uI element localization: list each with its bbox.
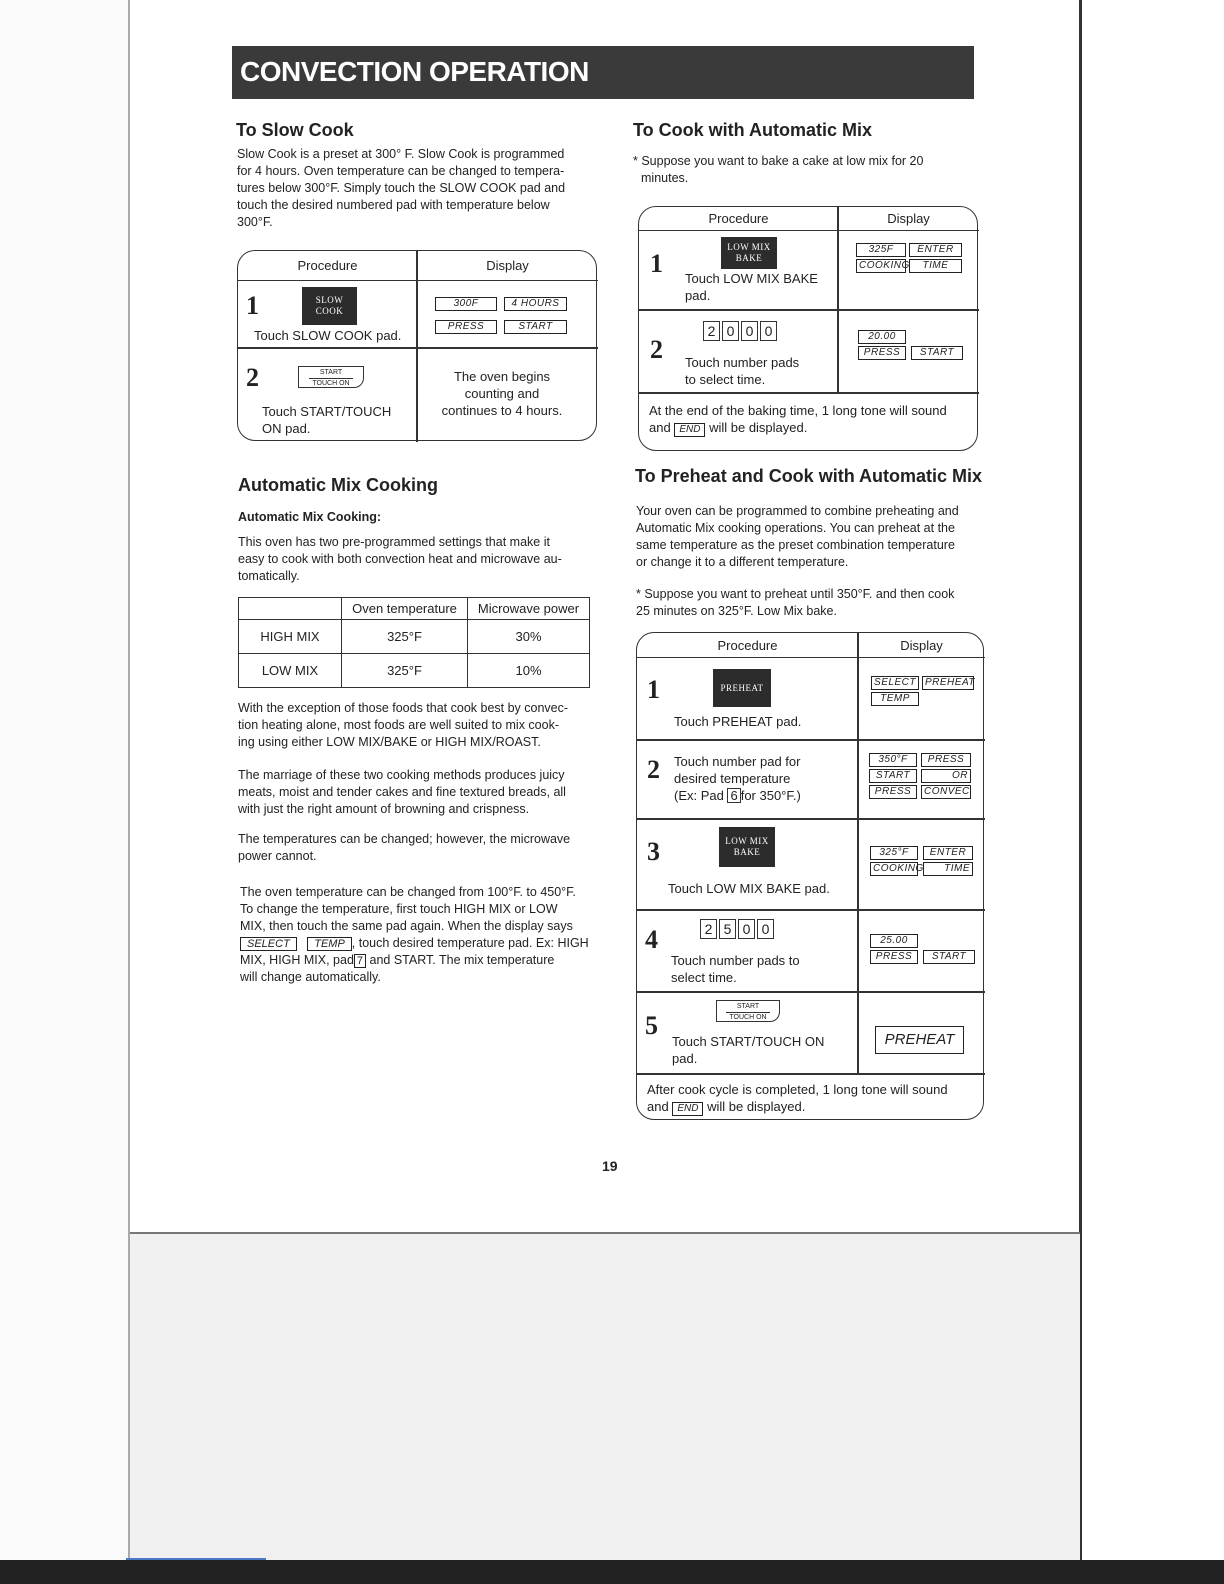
procedure-header: Procedure xyxy=(238,251,417,281)
slow-cook-heading: To Slow Cook xyxy=(236,120,354,140)
table-row: HIGH MIX 325°F 30% xyxy=(239,620,590,654)
display-header: Display xyxy=(838,207,979,231)
lcd-display: ENTER xyxy=(909,243,962,257)
lcd-display: PRESS xyxy=(921,753,971,767)
step-instruction: Touch number pad for desired temperature (Ex: Pad 6 for 350°F.) xyxy=(674,754,801,803)
number-pads: 2 0 0 0 xyxy=(703,321,777,341)
auto-mix-paragraph: The temperatures can be changed; however, the microwave power cannot. xyxy=(238,832,571,863)
lcd-display: OR xyxy=(921,769,971,783)
lcd-display: COOKING xyxy=(856,259,906,273)
lcd-display: 25.00 xyxy=(870,934,918,948)
step-number: 1 xyxy=(246,291,259,320)
step-instruction: Touch LOW MIX BAKE pad. xyxy=(685,271,818,303)
step-number: 2 xyxy=(647,755,660,784)
step-instruction: Touch LOW MIX BAKE pad. xyxy=(668,881,830,896)
procedure-header: Procedure xyxy=(637,633,858,658)
lcd-display: START xyxy=(504,320,567,334)
scan-right-margin xyxy=(1079,0,1224,1584)
preheat-pad: PREHEAT xyxy=(713,669,771,707)
lcd-display: 300F xyxy=(435,297,497,311)
slow-cook-procedure-table xyxy=(237,250,597,441)
lcd-display: PRESS xyxy=(869,785,917,799)
procedure-header: Procedure xyxy=(639,207,838,231)
lcd-display: PREHEAT xyxy=(922,676,974,690)
lcd-display: START xyxy=(911,346,963,360)
completion-note: At the end of the baking time, 1 long tone will sound and END will be displayed. xyxy=(649,403,947,435)
lcd-display: PRESS xyxy=(435,320,497,334)
step-number: 1 xyxy=(647,675,660,704)
auto-mix-paragraph: With the exception of those foods that cook best by convec- tion heating alone, most foods are well suited to mix cook- ing using either LOW MIX/BAKE or HIGH MIX/ROAST. xyxy=(238,701,569,749)
lcd-display: SELECT xyxy=(871,676,919,690)
lcd-display: COOKING xyxy=(870,862,918,876)
lcd-display: TEMP xyxy=(871,692,919,706)
lcd-display: PRESS xyxy=(858,346,906,360)
lcd-display: START xyxy=(923,950,975,964)
step-instruction: Touch START/TOUCH ON pad. xyxy=(262,404,392,436)
lcd-display: TIME xyxy=(909,259,962,273)
cook-auto-mix-procedure-table xyxy=(638,206,978,451)
completion-note: After cook cycle is completed, 1 long tone will sound and END will be displayed. xyxy=(647,1082,948,1114)
temperature-change-paragraph: The oven temperature can be changed from 100°F. to 450°F. To change the temperature, first touch HIGH MIX or LOW MIX, then touch the same pad again. When the display says SELECT TEMP , touch desired temperature pad. Ex: HIGH MIX, HIGH MIX, pad 7 and START. The mix temperature will change automatically. xyxy=(240,885,589,984)
low-mix-bake-pad: LOW MIX BAKE xyxy=(721,237,777,269)
lcd-display: 325F xyxy=(856,243,906,257)
auto-mix-paragraph: The marriage of these two cooking methods produces juicy meats, moist and tender cakes and fine textured breads, all with just the right amount of browning and crispness. xyxy=(238,768,566,816)
step-number: 1 xyxy=(650,249,663,278)
step-number: 2 xyxy=(650,335,663,364)
step-instruction: Touch PREHEAT pad. xyxy=(674,714,802,729)
slow-cook-body: Slow Cook is a preset at 300° F. Slow Cook is programmed for 4 hours. Oven temperature can be changed to tempera- tures below 300°F. Simply touch the SLOW COOK pad and touch the desired numbered pad with temperature below 300°F. xyxy=(237,147,566,229)
step-number: 5 xyxy=(645,1011,658,1040)
scan-bottom-margin xyxy=(130,1232,1080,1584)
preheat-procedure-table xyxy=(636,632,984,1120)
step-instruction: Touch SLOW COOK pad. xyxy=(254,328,402,343)
step-instruction: Touch number pads to select time. xyxy=(671,953,800,985)
table-row: LOW MIX 325°F 10% xyxy=(239,654,590,688)
preheat-intro: * Suppose you want to preheat until 350°F. and then cook 25 minutes on 325°F. Low Mix bake. xyxy=(636,587,955,618)
scan-bottom-edge xyxy=(0,1560,1224,1584)
number-pads: 2 5 0 0 xyxy=(700,919,774,939)
lcd-display: START xyxy=(869,769,917,783)
mix-settings-table: Oven temperature Microwave power HIGH MIX 325°F 30% LOW MIX 325°F 10% xyxy=(238,597,590,688)
scan-left-margin xyxy=(0,0,130,1584)
low-mix-bake-pad: LOW MIX BAKE xyxy=(719,827,775,867)
lcd-display: TIME xyxy=(923,862,973,876)
lcd-display: PRESS xyxy=(870,950,918,964)
lcd-display: 350°F xyxy=(869,753,917,767)
auto-mix-heading: Automatic Mix Cooking xyxy=(238,475,439,495)
step-number: 2 xyxy=(246,363,259,392)
scan-artifact-line xyxy=(126,1558,266,1560)
lcd-display: 4 HOURS xyxy=(504,297,567,311)
display-description: The oven begins counting and continues to 4 hours. xyxy=(441,369,563,418)
slow-cook-pad: SLOW COOK xyxy=(302,287,357,325)
lcd-display: CONVEC xyxy=(921,785,971,799)
section-title: CONVECTION OPERATION xyxy=(240,56,589,87)
page-number: 19 xyxy=(602,1158,618,1174)
cook-auto-mix-intro: * Suppose you want to bake a cake at low mix for 20 minutes. xyxy=(633,154,924,185)
step-number: 4 xyxy=(645,925,658,954)
start-touch-on-pad: START TOUCH ON xyxy=(716,1000,780,1022)
lcd-display: 20.00 xyxy=(858,330,906,344)
preheat-body: Your oven can be programmed to combine preheating and Automatic Mix cooking operations. You can preheat at the same temperature as the preset combination temperature or change it to a different temperature. xyxy=(636,504,959,569)
preheat-heading: To Preheat and Cook with Automatic Mix xyxy=(635,466,983,486)
auto-mix-subheading: Automatic Mix Cooking: xyxy=(238,510,382,524)
start-touch-on-pad: START TOUCH ON xyxy=(298,366,364,388)
lcd-display: PREHEAT xyxy=(875,1026,964,1054)
display-header: Display xyxy=(858,633,985,658)
lcd-display: 325°F xyxy=(870,846,918,860)
step-number: 3 xyxy=(647,837,660,866)
lcd-display: ENTER xyxy=(923,846,973,860)
step-instruction: Touch START/TOUCH ON pad. xyxy=(672,1034,825,1066)
cook-auto-mix-heading: To Cook with Automatic Mix xyxy=(633,120,872,140)
step-instruction: Touch number pads to select time. xyxy=(685,355,800,387)
auto-mix-intro: This oven has two pre-programmed settings that make it easy to cook with both convection heat and microwave au- tomatically. xyxy=(238,535,562,583)
display-header: Display xyxy=(417,251,598,281)
